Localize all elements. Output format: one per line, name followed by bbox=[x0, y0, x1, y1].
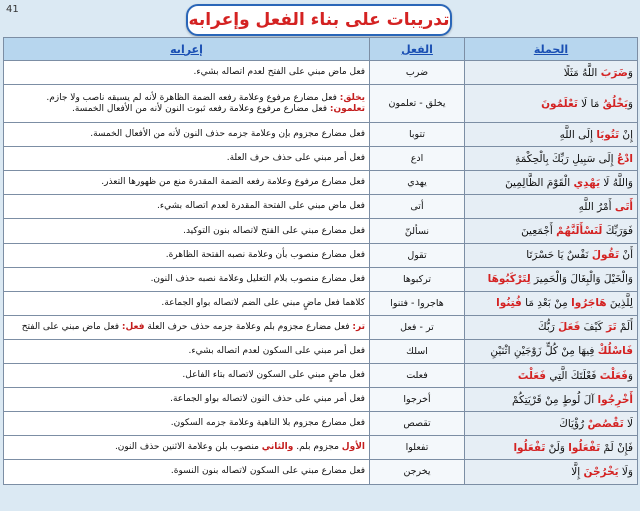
sentence-text: وَ bbox=[627, 97, 633, 110]
table-row bbox=[4, 412, 638, 436]
table-row bbox=[4, 436, 638, 460]
irab-line bbox=[8, 104, 365, 115]
sentence-text: وَلَنْ bbox=[545, 441, 569, 454]
sentence-text: الْقَوْمَ الظَّالِمِينَ bbox=[505, 176, 574, 189]
verb-cell: يخلق - تعلمون bbox=[370, 85, 465, 123]
verb-cell: أتى bbox=[370, 195, 465, 219]
title-banner bbox=[186, 4, 452, 36]
highlighted-verb: تَقْصُصْ bbox=[587, 417, 624, 430]
table-row bbox=[4, 460, 638, 484]
sentence-cell bbox=[465, 291, 638, 315]
irab-cell: فعل ماض مبني على الفتحة المقدرة لعدم اتصاله بشيء. bbox=[4, 195, 370, 219]
sentence-cell bbox=[465, 243, 638, 267]
sentence-text: فَوَرَبِّكَ bbox=[602, 225, 633, 238]
irab-label: تعلمون: bbox=[329, 103, 365, 114]
irab-cell: فعل أمر مبني على حذف النون لاتصاله بواو الجماعة. bbox=[4, 388, 370, 412]
sentence-cell bbox=[465, 388, 638, 412]
highlighted-verb: تَتُوبَا bbox=[596, 128, 620, 141]
table-row bbox=[4, 123, 638, 147]
verb-cell: فعلت bbox=[370, 364, 465, 388]
sentence-cell bbox=[465, 364, 638, 388]
irab-label: والثاني bbox=[261, 442, 294, 453]
table-row bbox=[4, 219, 638, 243]
sentence-cell bbox=[465, 412, 638, 436]
irab-cell bbox=[4, 85, 370, 123]
sentence-text: مِنْ بَعْدِ مَا bbox=[521, 297, 572, 310]
sentence-text: إِلَى اللَّهِ bbox=[559, 128, 597, 141]
sentence-cell bbox=[465, 436, 638, 460]
irab-cell bbox=[4, 436, 370, 460]
verb-cell: تفعلوا bbox=[370, 436, 465, 460]
table-row bbox=[4, 85, 638, 123]
sentence-text: إِلَى سَبِيلِ رَبِّكَ بِالْحِكْمَةِ bbox=[515, 152, 617, 165]
verb-cell: تركبوها bbox=[370, 267, 465, 291]
sentence-text: أَنْ bbox=[619, 249, 633, 262]
irab-cell: فعل مضارع مجزوم بلا الناهية وعلامة جزمه السكون. bbox=[4, 412, 370, 436]
irab-text: فعل مضارع مرفوع وعلامة رفعه ثبوت النون لأنه من الأفعال الخمسة. bbox=[72, 103, 330, 114]
header-verb: الفعل bbox=[370, 38, 465, 61]
verb-cell: تقول bbox=[370, 243, 465, 267]
irab-label: فعل: bbox=[121, 321, 145, 332]
sentence-cell bbox=[465, 267, 638, 291]
highlighted-verb: أَتَى bbox=[614, 200, 633, 213]
irab-cell: كلاهما فعل ماضٍ مبني على الضم لاتصاله بواو الجماعة. bbox=[4, 291, 370, 315]
exercise-table bbox=[3, 37, 638, 485]
sentence-text: لَا bbox=[623, 417, 633, 430]
irab-cell: فعل أمر مبني على حذف حرف العلة. bbox=[4, 147, 370, 171]
verb-cell: تر - فعل bbox=[370, 315, 465, 339]
highlighted-verb: هَاجَرُوا bbox=[571, 297, 607, 310]
sentence-text: كَيْفَ bbox=[580, 321, 607, 334]
irab-cell: فعل مضارع مرفوع وعلامة رفعه الضمة المقدرة منع من ظهورها التعذر. bbox=[4, 171, 370, 195]
sentence-text: وَ bbox=[627, 369, 633, 382]
highlighted-verb: تَرَ bbox=[606, 321, 617, 334]
table-body bbox=[4, 61, 638, 485]
highlighted-verb: ضَرَبَ bbox=[600, 66, 628, 79]
table-row bbox=[4, 339, 638, 363]
highlighted-verb: لَنَسْأَلَنَّهُمْ bbox=[556, 225, 603, 238]
sentence-text: إِنْ bbox=[619, 128, 633, 141]
irab-cell: فعل ماض مبني على الفتح لعدم اتصاله بشيء. bbox=[4, 61, 370, 85]
sentence-text: فِيهَا مِنْ كُلٍّ زَوْجَيْنِ اثْنَيْنِ bbox=[490, 345, 598, 358]
table-row bbox=[4, 388, 638, 412]
sentence-text: لِلَّذِينَ bbox=[606, 297, 633, 310]
irab-cell: فعل مضارع منصوب بلام التعليل وعلامة نصبه حذف النون. bbox=[4, 267, 370, 291]
irab-cell: فعل مضارع مبني على الفتح لاتصاله بنون التوكيد. bbox=[4, 219, 370, 243]
highlighted-verb: يَخْرُجْنَ bbox=[583, 465, 619, 478]
highlighted-verb: ادْعُ bbox=[616, 152, 633, 165]
verb-cell: ضرب bbox=[370, 61, 465, 85]
page-title: تدريبات على بناء الفعل وإعرابه bbox=[188, 10, 450, 30]
sentence-text: وَاللَّهُ لَا bbox=[600, 176, 633, 189]
table-row bbox=[4, 171, 638, 195]
header-sentence: الجملة bbox=[465, 38, 638, 61]
irab-cell: فعل ماضٍ مبني على السكون لاتصاله بتاء الفاعل. bbox=[4, 364, 370, 388]
verb-cell: تتوبا bbox=[370, 123, 465, 147]
table-row bbox=[4, 147, 638, 171]
table-row bbox=[4, 315, 638, 339]
verb-cell: ادع bbox=[370, 147, 465, 171]
highlighted-verb: فَعَلْتَ bbox=[599, 369, 628, 382]
sentence-text: إِلَّا bbox=[571, 465, 584, 478]
sentence-text: أَجْمَعِينَ bbox=[521, 225, 557, 238]
table-row bbox=[4, 61, 638, 85]
irab-cell: فعل مضارع منصوب بأن وعلامة نصبه الفتحة الظاهرة. bbox=[4, 243, 370, 267]
irab-text: فعل ماض مبني على الفتح bbox=[21, 321, 122, 332]
highlighted-verb: فَعَلَ bbox=[558, 321, 581, 334]
sentence-cell bbox=[465, 147, 638, 171]
highlighted-verb: تَفْعَلُوا bbox=[568, 441, 601, 454]
irab-text: مجزوم بلم. bbox=[293, 442, 342, 453]
irab-cell: فعل مضارع مبني على السكون لاتصاله بنون النسوة. bbox=[4, 460, 370, 484]
sentence-cell bbox=[465, 460, 638, 484]
highlighted-verb: فَاسْلُكْ bbox=[597, 345, 633, 358]
highlighted-verb: تَقُولَ bbox=[591, 249, 620, 262]
highlighted-verb: تَعْلَمُونَ bbox=[541, 97, 578, 110]
sentence-cell bbox=[465, 123, 638, 147]
sentence-text: رُؤْيَاكَ bbox=[559, 417, 588, 430]
sentence-text: فَعْلَتَكَ الَّتِي bbox=[546, 369, 600, 382]
irab-cell: فعل أمر مبني على السكون لعدم اتصاله بشيء. bbox=[4, 339, 370, 363]
sentence-text: أَمْرُ اللَّهِ bbox=[578, 200, 615, 213]
sentence-text: آلَ لُوطٍ مِنْ قَرْيَتِكُمْ bbox=[512, 393, 598, 406]
table-row bbox=[4, 267, 638, 291]
sentence-text: رَبُّكَ bbox=[537, 321, 559, 334]
highlighted-verb: فَعَلْتَ bbox=[517, 369, 547, 382]
sentence-text: وَ bbox=[627, 66, 633, 79]
verb-cell: يهدي bbox=[370, 171, 465, 195]
irab-label: تر: bbox=[352, 321, 365, 332]
sentence-text: أَلَمْ bbox=[616, 321, 633, 334]
sentence-cell bbox=[465, 171, 638, 195]
sentence-cell bbox=[465, 61, 638, 85]
sentence-cell bbox=[465, 315, 638, 339]
irab-text: منصوب بلن وعلامة الاثنين حذف النون. bbox=[114, 442, 262, 453]
table-row bbox=[4, 195, 638, 219]
highlighted-verb: فُتِنُوا bbox=[496, 297, 522, 310]
irab-cell: فعل مضارع مجزوم بإن وعلامة جزمه حذف النون لأنه من الأفعال الخمسة. bbox=[4, 123, 370, 147]
sentence-text: فَإِنْ لَمْ bbox=[600, 441, 633, 454]
verb-cell: أخرجوا bbox=[370, 388, 465, 412]
table-row bbox=[4, 364, 638, 388]
sentence-text: وَالْخَيْلَ وَالْبِغَالَ وَالْحَمِيرَ bbox=[530, 273, 633, 286]
sentence-cell bbox=[465, 339, 638, 363]
irab-text: فعل مضارع مجزوم بلم وعلامة جزمه حذف حرف العلة bbox=[144, 321, 353, 332]
table-row bbox=[4, 291, 638, 315]
highlighted-verb: يَخْلُقُ bbox=[602, 97, 628, 110]
table-header-row bbox=[4, 38, 638, 61]
irab-text: فعل مضارع مرفوع وعلامة رفعه الضمة الظاهرة لأنه لم يسبقه ناصب ولا جازم. bbox=[46, 92, 340, 103]
sentence-text: وَلَا bbox=[618, 465, 633, 478]
page-number: 41 bbox=[6, 4, 19, 15]
irab-line bbox=[8, 93, 365, 104]
highlighted-verb: أَخْرِجُوا bbox=[597, 393, 633, 406]
highlighted-verb: يَهْدِي bbox=[573, 176, 601, 189]
sentence-cell bbox=[465, 219, 638, 243]
verb-cell: يخرجن bbox=[370, 460, 465, 484]
header-irab: إعرابه bbox=[4, 38, 370, 61]
sentence-cell bbox=[465, 85, 638, 123]
verb-cell: اسلك bbox=[370, 339, 465, 363]
sentence-text: مَا لَا bbox=[577, 97, 603, 110]
sentence-text: اللَّهُ مَثَلًا bbox=[563, 66, 601, 79]
verb-cell: هاجروا - فتنوا bbox=[370, 291, 465, 315]
highlighted-verb: لِتَرْكَبُوهَا bbox=[487, 273, 531, 286]
irab-label: الأول bbox=[341, 442, 365, 453]
irab-cell bbox=[4, 315, 370, 339]
verb-cell: تقصص bbox=[370, 412, 465, 436]
table-row bbox=[4, 243, 638, 267]
verb-cell: نسألنّ bbox=[370, 219, 465, 243]
highlighted-verb: تَفْعَلُوا bbox=[513, 441, 546, 454]
sentence-text: نَفْسٌ يَا حَسْرَتَا bbox=[526, 249, 592, 262]
sentence-cell bbox=[465, 195, 638, 219]
irab-label: يخلق: bbox=[339, 92, 365, 103]
